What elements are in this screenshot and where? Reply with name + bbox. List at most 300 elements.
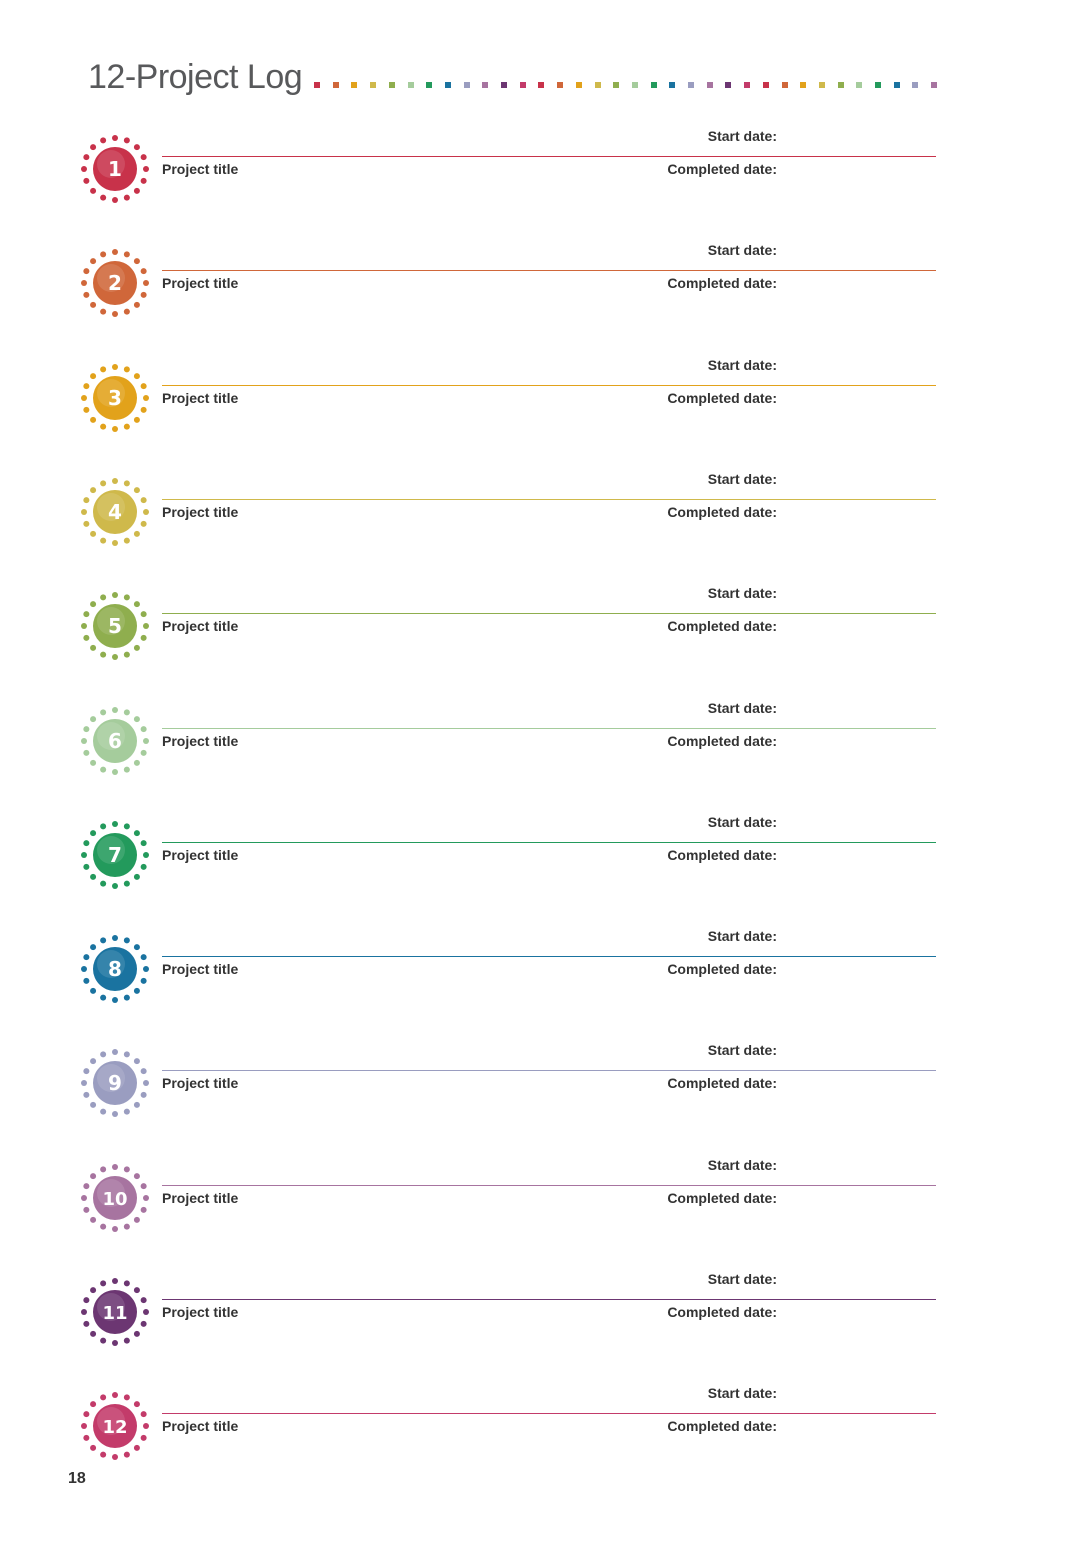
project-entry — [0, 128, 1080, 212]
decorative-square — [408, 82, 414, 88]
badge-number: 11 — [102, 1303, 128, 1324]
divider-line — [162, 1070, 936, 1071]
ring-dot — [90, 373, 96, 379]
decorative-square — [557, 82, 563, 88]
project-title-label: Project title — [162, 847, 239, 863]
ring-dot — [134, 601, 140, 607]
ring-dot — [83, 383, 89, 389]
ring-dot — [83, 726, 89, 732]
divider-line — [162, 613, 936, 614]
project-title-label: Project title — [162, 961, 239, 977]
ring-dot — [90, 144, 96, 150]
ring-dot — [83, 750, 89, 756]
ring-dot — [90, 1058, 96, 1064]
decorative-square — [576, 82, 582, 88]
ring-dot — [90, 1331, 96, 1337]
ring-dot — [112, 249, 118, 255]
ring-dot — [83, 635, 89, 641]
ring-dot — [112, 1454, 118, 1460]
ring-dot — [143, 1195, 149, 1201]
ring-dot — [100, 1338, 106, 1344]
divider-line — [162, 499, 936, 500]
ring-dot — [83, 840, 89, 846]
ring-dot — [100, 137, 106, 143]
ring-dot — [100, 594, 106, 600]
project-entry — [0, 700, 1080, 784]
decorative-square — [744, 82, 750, 88]
ring-dot — [141, 611, 147, 617]
badge-number: 3 — [108, 386, 122, 410]
decorative-square — [632, 82, 638, 88]
project-entry — [0, 357, 1080, 441]
ring-dot — [141, 178, 147, 184]
ring-dot — [112, 478, 118, 484]
ring-dot — [90, 1217, 96, 1223]
ring-dot — [112, 364, 118, 370]
ring-dot — [100, 881, 106, 887]
decorative-square — [725, 82, 731, 88]
ring-dot — [112, 592, 118, 598]
ring-dot — [90, 1102, 96, 1108]
ring-dot — [112, 1111, 118, 1117]
ring-dot — [134, 531, 140, 537]
decorative-square — [482, 82, 488, 88]
ring-dot — [83, 1183, 89, 1189]
ring-dot — [83, 521, 89, 527]
project-title-label: Project title — [162, 733, 239, 749]
ring-dot — [141, 521, 147, 527]
ring-dot — [90, 601, 96, 607]
divider-line — [162, 842, 936, 843]
project-number-badge — [80, 934, 150, 1004]
ring-dot — [100, 424, 106, 430]
ring-dot — [83, 154, 89, 160]
ring-dot — [90, 944, 96, 950]
project-number-badge — [80, 820, 150, 890]
decorative-square — [875, 82, 881, 88]
ring-dot — [124, 881, 130, 887]
badge-number: 10 — [102, 1189, 128, 1210]
decorative-square — [894, 82, 900, 88]
completed-date-label: Completed date: — [667, 847, 777, 863]
page-title: 12-Project Log — [88, 58, 303, 96]
badge-number: 1 — [108, 157, 122, 181]
ring-dot — [112, 769, 118, 775]
ring-dot — [143, 509, 149, 515]
ring-dot — [90, 988, 96, 994]
ring-dot — [141, 954, 147, 960]
ring-dot — [100, 1452, 106, 1458]
project-number-badge — [80, 706, 150, 776]
ring-dot — [100, 823, 106, 829]
ring-dot — [83, 497, 89, 503]
ring-dot — [124, 251, 130, 257]
ring-dot — [81, 395, 87, 401]
ring-dot — [81, 1080, 87, 1086]
ring-dot — [124, 652, 130, 658]
decorative-square — [931, 82, 937, 88]
ring-dot — [100, 480, 106, 486]
ring-dot — [134, 302, 140, 308]
project-entry — [0, 1271, 1080, 1355]
project-title-label: Project title — [162, 618, 239, 634]
sun-badge-icon — [80, 820, 150, 890]
decorative-square — [613, 82, 619, 88]
completed-date-label: Completed date: — [667, 390, 777, 406]
ring-dot — [81, 852, 87, 858]
ring-dot — [124, 594, 130, 600]
ring-dot — [112, 135, 118, 141]
ring-dot — [83, 1092, 89, 1098]
start-date-label: Start date: — [707, 242, 777, 258]
ring-dot — [141, 497, 147, 503]
ring-dot — [90, 258, 96, 264]
ring-dot — [124, 1338, 130, 1344]
ring-dot — [134, 487, 140, 493]
ring-dot — [100, 309, 106, 315]
ring-dot — [81, 1423, 87, 1429]
ring-dot — [83, 178, 89, 184]
ring-dot — [90, 830, 96, 836]
ring-dot — [100, 652, 106, 658]
ring-dot — [112, 821, 118, 827]
ring-dot — [100, 1280, 106, 1286]
ring-dot — [90, 487, 96, 493]
ring-dot — [112, 1226, 118, 1232]
ring-dot — [134, 373, 140, 379]
ring-dot — [81, 738, 87, 744]
ring-dot — [90, 302, 96, 308]
completed-date-label: Completed date: — [667, 733, 777, 749]
divider-line — [162, 1413, 936, 1414]
badge-number: 9 — [108, 1071, 122, 1095]
sun-badge-icon — [80, 477, 150, 547]
ring-dot — [141, 292, 147, 298]
completed-date-label: Completed date: — [667, 161, 777, 177]
ring-dot — [100, 767, 106, 773]
ring-dot — [112, 997, 118, 1003]
ring-dot — [124, 995, 130, 1001]
ring-dot — [83, 292, 89, 298]
divider-line — [162, 156, 936, 157]
ring-dot — [90, 531, 96, 537]
ring-dot — [124, 937, 130, 943]
start-date-label: Start date: — [707, 928, 777, 944]
decorative-dot-row — [314, 82, 938, 89]
divider-line — [162, 728, 936, 729]
ring-dot — [143, 1423, 149, 1429]
start-date-label: Start date: — [707, 1271, 777, 1287]
project-title-label: Project title — [162, 504, 239, 520]
project-entry — [0, 1385, 1080, 1469]
ring-dot — [83, 954, 89, 960]
ring-dot — [143, 623, 149, 629]
badge-number: 4 — [108, 500, 122, 524]
ring-dot — [124, 137, 130, 143]
completed-date-label: Completed date: — [667, 504, 777, 520]
decorative-square — [838, 82, 844, 88]
ring-dot — [112, 1340, 118, 1346]
ring-dot — [143, 852, 149, 858]
decorative-square — [800, 82, 806, 88]
start-date-label: Start date: — [707, 357, 777, 373]
ring-dot — [83, 407, 89, 413]
ring-dot — [141, 407, 147, 413]
ring-dot — [134, 1217, 140, 1223]
project-number-badge — [80, 1277, 150, 1347]
sun-badge-icon — [80, 363, 150, 433]
decorative-square — [389, 82, 395, 88]
ring-dot — [90, 716, 96, 722]
ring-dot — [141, 726, 147, 732]
sun-badge-icon — [80, 1391, 150, 1461]
start-date-label: Start date: — [707, 700, 777, 716]
ring-dot — [134, 1173, 140, 1179]
ring-dot — [124, 1280, 130, 1286]
decorative-square — [688, 82, 694, 88]
ring-dot — [124, 195, 130, 201]
ring-dot — [112, 1392, 118, 1398]
ring-dot — [134, 1401, 140, 1407]
ring-dot — [141, 978, 147, 984]
decorative-square — [501, 82, 507, 88]
completed-date-label: Completed date: — [667, 1190, 777, 1206]
project-number-badge — [80, 134, 150, 204]
sun-badge-icon — [80, 1048, 150, 1118]
project-entry — [0, 1042, 1080, 1126]
project-title-label: Project title — [162, 1304, 239, 1320]
ring-dot — [83, 1068, 89, 1074]
ring-dot — [141, 1207, 147, 1213]
ring-dot — [83, 1297, 89, 1303]
decorative-square — [538, 82, 544, 88]
ring-dot — [134, 1287, 140, 1293]
decorative-square — [314, 82, 320, 88]
ring-dot — [124, 1166, 130, 1172]
ring-dot — [112, 935, 118, 941]
ring-dot — [134, 760, 140, 766]
ring-dot — [90, 1401, 96, 1407]
ring-dot — [143, 166, 149, 172]
badge-number: 6 — [108, 729, 122, 753]
ring-dot — [83, 1207, 89, 1213]
ring-dot — [83, 1435, 89, 1441]
ring-dot — [90, 188, 96, 194]
ring-dot — [81, 509, 87, 515]
ring-dot — [83, 864, 89, 870]
ring-dot — [124, 480, 130, 486]
ring-dot — [141, 1321, 147, 1327]
ring-dot — [141, 1297, 147, 1303]
ring-dot — [100, 1394, 106, 1400]
decorative-square — [520, 82, 526, 88]
decorative-square — [707, 82, 713, 88]
ring-dot — [134, 1102, 140, 1108]
start-date-label: Start date: — [707, 585, 777, 601]
ring-dot — [134, 716, 140, 722]
ring-dot — [143, 738, 149, 744]
ring-dot — [141, 383, 147, 389]
completed-date-label: Completed date: — [667, 275, 777, 291]
ring-dot — [100, 195, 106, 201]
ring-dot — [143, 395, 149, 401]
ring-dot — [112, 883, 118, 889]
decorative-square — [651, 82, 657, 88]
ring-dot — [112, 197, 118, 203]
ring-dot — [90, 417, 96, 423]
ring-dot — [81, 966, 87, 972]
divider-line — [162, 1299, 936, 1300]
sun-badge-icon — [80, 248, 150, 318]
ring-dot — [83, 611, 89, 617]
ring-dot — [100, 709, 106, 715]
sun-badge-icon — [80, 1277, 150, 1347]
decorative-square — [856, 82, 862, 88]
ring-dot — [141, 864, 147, 870]
ring-dot — [124, 1051, 130, 1057]
decorative-square — [426, 82, 432, 88]
project-title-label: Project title — [162, 1190, 239, 1206]
ring-dot — [134, 188, 140, 194]
ring-dot — [81, 166, 87, 172]
ring-dot — [134, 144, 140, 150]
ring-dot — [90, 1173, 96, 1179]
completed-date-label: Completed date: — [667, 1418, 777, 1434]
project-entry — [0, 814, 1080, 898]
badge-number: 12 — [102, 1417, 128, 1438]
sun-badge-icon — [80, 1163, 150, 1233]
project-entry — [0, 928, 1080, 1012]
project-number-badge — [80, 363, 150, 433]
ring-dot — [141, 154, 147, 160]
ring-dot — [90, 1287, 96, 1293]
ring-dot — [124, 1452, 130, 1458]
sun-badge-icon — [80, 591, 150, 661]
sun-badge-icon — [80, 934, 150, 1004]
ring-dot — [100, 366, 106, 372]
ring-dot — [90, 645, 96, 651]
ring-dot — [112, 1278, 118, 1284]
ring-dot — [134, 1331, 140, 1337]
ring-dot — [124, 1224, 130, 1230]
decorative-square — [464, 82, 470, 88]
ring-dot — [112, 426, 118, 432]
ring-dot — [134, 830, 140, 836]
ring-dot — [124, 309, 130, 315]
ring-dot — [81, 1309, 87, 1315]
decorative-square — [445, 82, 451, 88]
start-date-label: Start date: — [707, 471, 777, 487]
decorative-square — [819, 82, 825, 88]
ring-dot — [81, 623, 87, 629]
ring-dot — [100, 995, 106, 1001]
ring-dot — [134, 944, 140, 950]
ring-dot — [112, 540, 118, 546]
project-number-badge — [80, 248, 150, 318]
ring-dot — [83, 1411, 89, 1417]
ring-dot — [143, 966, 149, 972]
ring-dot — [112, 707, 118, 713]
ring-dot — [141, 1068, 147, 1074]
project-number-badge — [80, 1163, 150, 1233]
project-title-label: Project title — [162, 390, 239, 406]
divider-line — [162, 385, 936, 386]
project-number-badge — [80, 477, 150, 547]
ring-dot — [134, 1058, 140, 1064]
ring-dot — [134, 417, 140, 423]
decorative-square — [782, 82, 788, 88]
badge-number: 2 — [108, 271, 122, 295]
project-title-label: Project title — [162, 161, 239, 177]
decorative-square — [595, 82, 601, 88]
decorative-square — [912, 82, 918, 88]
ring-dot — [124, 709, 130, 715]
completed-date-label: Completed date: — [667, 1075, 777, 1091]
ring-dot — [100, 1224, 106, 1230]
project-entry — [0, 585, 1080, 669]
ring-dot — [100, 251, 106, 257]
ring-dot — [141, 1092, 147, 1098]
start-date-label: Start date: — [707, 814, 777, 830]
divider-line — [162, 1185, 936, 1186]
ring-dot — [141, 635, 147, 641]
ring-dot — [100, 937, 106, 943]
decorative-square — [351, 82, 357, 88]
ring-dot — [90, 874, 96, 880]
project-number-badge — [80, 1391, 150, 1461]
ring-dot — [81, 1195, 87, 1201]
project-entry — [0, 471, 1080, 555]
ring-dot — [141, 750, 147, 756]
start-date-label: Start date: — [707, 1385, 777, 1401]
ring-dot — [143, 280, 149, 286]
completed-date-label: Completed date: — [667, 1304, 777, 1320]
ring-dot — [112, 311, 118, 317]
ring-dot — [141, 1411, 147, 1417]
project-entry — [0, 1157, 1080, 1241]
ring-dot — [143, 1080, 149, 1086]
ring-dot — [134, 258, 140, 264]
decorative-square — [370, 82, 376, 88]
ring-dot — [124, 424, 130, 430]
project-number-badge — [80, 591, 150, 661]
ring-dot — [141, 268, 147, 274]
project-number-badge — [80, 1048, 150, 1118]
badge-number: 8 — [108, 957, 122, 981]
ring-dot — [112, 1049, 118, 1055]
ring-dot — [134, 645, 140, 651]
ring-dot — [134, 988, 140, 994]
ring-dot — [124, 366, 130, 372]
ring-dot — [143, 1309, 149, 1315]
project-title-label: Project title — [162, 1418, 239, 1434]
completed-date-label: Completed date: — [667, 961, 777, 977]
start-date-label: Start date: — [707, 1042, 777, 1058]
ring-dot — [100, 1051, 106, 1057]
ring-dot — [90, 1445, 96, 1451]
completed-date-label: Completed date: — [667, 618, 777, 634]
divider-line — [162, 270, 936, 271]
divider-line — [162, 956, 936, 957]
ring-dot — [100, 1166, 106, 1172]
ring-dot — [124, 1394, 130, 1400]
ring-dot — [124, 538, 130, 544]
ring-dot — [83, 1321, 89, 1327]
sun-badge-icon — [80, 706, 150, 776]
ring-dot — [112, 654, 118, 660]
ring-dot — [134, 1445, 140, 1451]
ring-dot — [124, 767, 130, 773]
